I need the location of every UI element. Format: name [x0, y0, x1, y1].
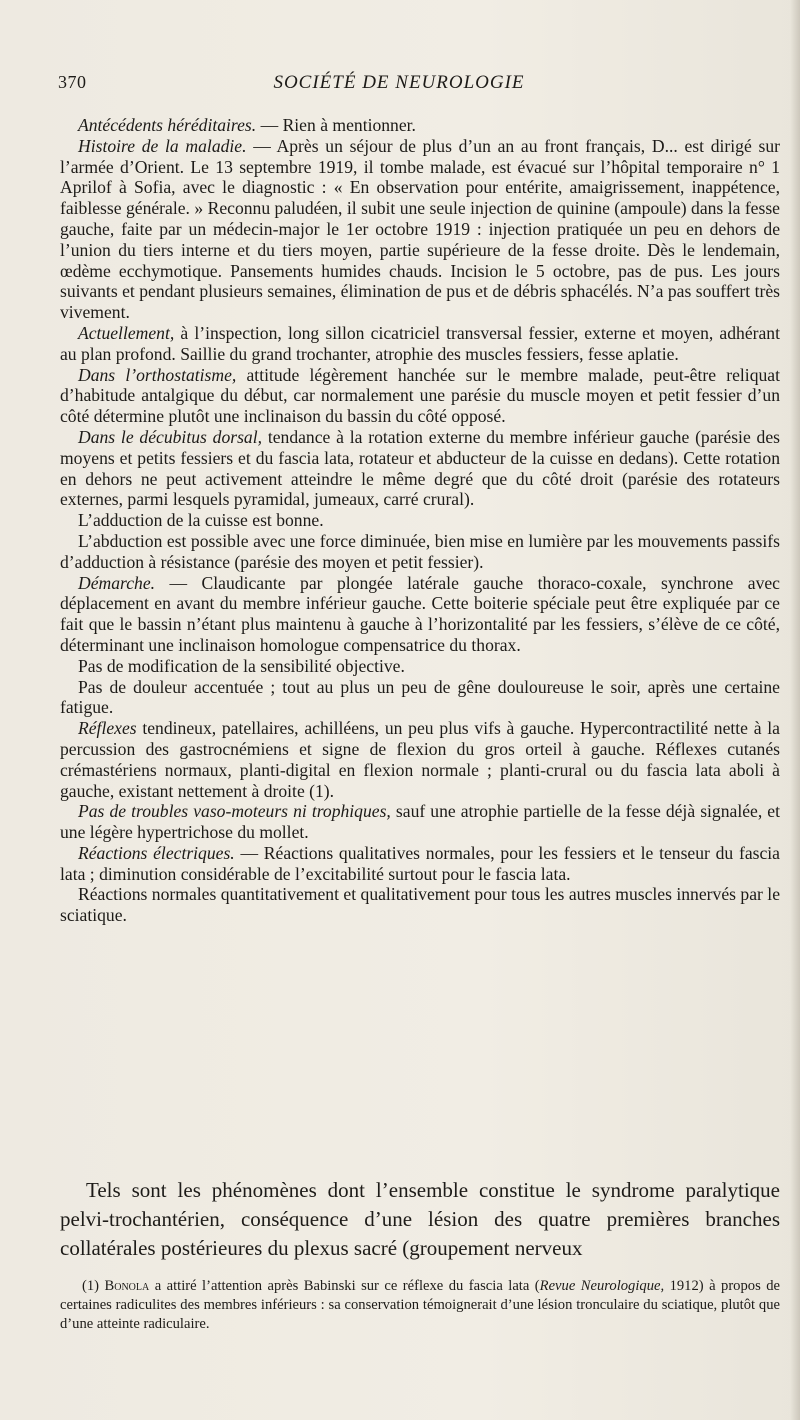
paragraph-text: attitude légèrement hanchée sur le membre malade, peut-être reliquat d’habitude antalgique du début, car normalement une parésie du muscle moyen et petit fessier d’un côté détermine plutôt une inclinaison du bassin du côté opposé.: [60, 364, 780, 427]
paragraph: [60, 115, 780, 136]
paragraph-text: L’adduction de la cuisse est bonne.: [78, 510, 324, 531]
paragraph-text: Pas de douleur accentuée ; tout au plus un peu de gêne douloureuse le soir, après une certaine fatigue.: [60, 676, 780, 718]
running-title: SOCIÉTÉ DE NEUROLOGIE: [273, 72, 525, 93]
page-edge-shadow: [790, 0, 800, 1420]
paragraph-text: — Réactions qualitatives normales, pour les fessiers et le tenseur du fascia lata ; diminution considérable de l’excitabilité surtout pour le fascia lata.: [60, 842, 780, 884]
paragraph: [60, 843, 780, 885]
paragraph-lead: Antécédents héréditaires.: [78, 115, 257, 135]
paragraph-text: à l’inspection, long sillon cicatriciel transversal fessier, externe et moyen, adhérant au plan profond. Saillie du grand trochanter, atrophie des muscles fessiers, fesse aplatie.: [60, 322, 780, 364]
paragraph-lead: Démarche.: [78, 572, 156, 593]
paragraph: [60, 884, 780, 926]
paragraph: [60, 718, 780, 801]
footnote: [60, 1277, 780, 1334]
paragraph-lead: Dans l’orthostatisme,: [78, 364, 237, 385]
paragraph-lead: Actuellement,: [78, 322, 175, 343]
footnote-marker: (1): [82, 1278, 100, 1294]
paragraph-lead: Pas de troubles vaso-moteurs ni trophiques,: [78, 801, 391, 822]
paragraph-text: tendance à la rotation externe du membre inférieur gauche (parésie des moyens et petits fessiers et du fascia lata, rotateur et abducteur de la cuisse en dedans). Cette rotation en dehors ne peut activement atteindre le même degré que du côté droit (parésie des rotateurs externes, parmi lesquels pyramidal, jumeaux, carré crural).: [60, 426, 780, 510]
paragraph-lead: Dans le décubitus dorsal,: [78, 426, 263, 447]
paragraph-text: — Après un séjour de plus d’un an au front français, D... est dirigé sur l’armée d’Orient. Le 13 septembre 1919, il tombe malade, est évacué sur l’hôpital temporaire n° 1 Aprilof à Sofia, avec le diagnostic : « En observation pour entérite, amaigrissement, inappétence, faiblesse générale. » Reconnu paludéen, il subit une seule injection de quinine (ampoule) dans la fesse gauche, faite par un médecin-major le 1er octobre 1919 : injection pratiquée un peu en dehors de l’union du tiers interne et du tiers moyen, partie supérieure de la fesse droite. Dès le lendemain, œdème ecchymotique. Pansements humides chauds. Incision le 5 octobre, pas de pus. Les jours suivants et pendant plusieurs semaines, élimination de pus et de débris sphacélés. N’a pas souffert très vivement.: [60, 135, 780, 323]
paragraph-lead: Réactions électriques.: [78, 842, 235, 863]
footnote-journal: Revue Neurologique,: [539, 1278, 665, 1294]
paragraph-text: — Rien à mentionner.: [256, 115, 416, 135]
paragraph-text: L’abduction est possible avec une force diminuée, bien mise en lumière par les mouvements passifs d’adduction à résistance (parésie des moyen et petit fessier).: [60, 530, 780, 572]
paragraph-text: sauf une atrophie partielle de la fesse déjà signalée, et une légère hypertrichose du mollet.: [60, 801, 781, 843]
paragraph: [60, 573, 780, 656]
paragraph-text: Pas de modification de la sensibilité objective.: [78, 655, 405, 676]
paragraph-text: — Claudicante par plongée latérale gauche thoraco-coxale, synchrone avec déplacement en avant du membre inférieur gauche. Cette boiterie spéciale peut être expliquée par ce fait que le bassin n’étant plus maintenu à gauche à l’horizontalité par les fessiers, s’élève de ce côté, déterminant une inclinaison homologue compensatrice du thorax.: [60, 572, 780, 655]
paragraph: [60, 656, 780, 677]
conclusion-paragraph: [60, 1176, 780, 1263]
paragraph-lead: Histoire de la maladie.: [78, 135, 247, 156]
conclusion-text: Tels sont les phénomènes dont l’ensemble constitue le syndrome paralytique pelvi-trochantérien, conséquence d’une lésion des quatre premières branches collatérales postérieures du plexus sacré (groupement nerveux: [60, 1178, 780, 1260]
paragraph-lead: Réflexes: [78, 718, 137, 739]
page-header: [58, 72, 740, 98]
paragraph: [60, 510, 780, 531]
footnote-body: a attiré l’attention après Babinski sur ce réflexe du fascia lata (: [149, 1278, 540, 1294]
paragraph: [60, 323, 780, 365]
footnote-text: [60, 1277, 780, 1334]
footnote-author: Bonola: [104, 1278, 150, 1294]
footnote-body-continued: 1912) à propos de certaines radiculites des membres inférieurs : sa conservation témoignerait d’une lésion tronculaire du sciatique, plutôt que d’une atteinte radiculaire.: [60, 1278, 780, 1332]
paragraph-text: tendineux, patellaires, achilléens, un peu plus vifs à gauche. Hypercontractilité nette à la percussion des gastrocnémiens et signe de flexion du gros orteil à gauche. Réflexes cutanés crémastériens normaux, planti-digital en flexion normale ; planti-crural ou du fascia lata aboli à gauche, existant nettement à droite (1).: [60, 718, 780, 801]
paragraph: [60, 136, 780, 323]
paragraph-text: Réactions normales quantitativement et qualitativement pour tous les autres muscles innervés par le sciatique.: [60, 884, 780, 926]
paragraph: [60, 677, 780, 719]
paragraph: [60, 801, 780, 843]
article-body: [60, 115, 780, 926]
paragraph: [60, 427, 780, 510]
paragraph: [60, 365, 780, 427]
page-number: 370: [58, 72, 87, 92]
paragraph: [60, 531, 780, 573]
